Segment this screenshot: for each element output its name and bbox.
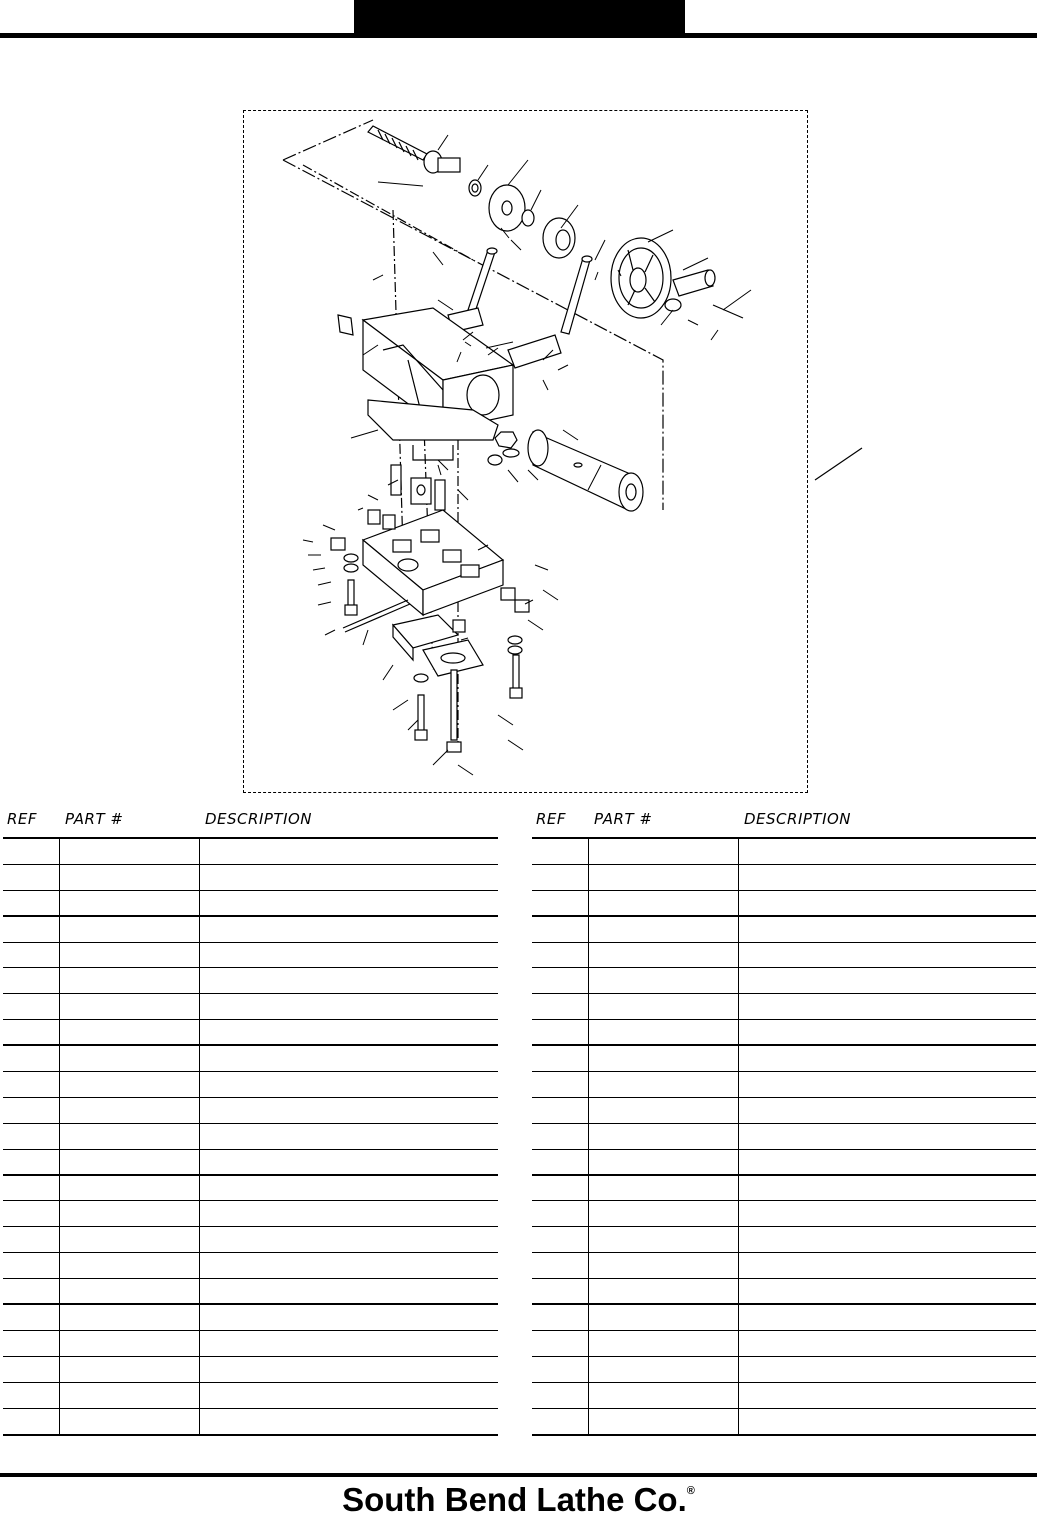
table-row bbox=[3, 1098, 498, 1124]
exploded-parts-diagram bbox=[243, 110, 808, 793]
table-row bbox=[3, 839, 498, 865]
part-number-header: PART # bbox=[65, 810, 124, 828]
lock-lever-right bbox=[508, 256, 592, 368]
table-row bbox=[3, 1253, 498, 1279]
table-row bbox=[532, 917, 1036, 943]
table-row bbox=[532, 1227, 1036, 1253]
table-row bbox=[532, 1409, 1036, 1435]
table-rows bbox=[532, 837, 1036, 1436]
table-row bbox=[3, 1357, 498, 1383]
table-row bbox=[3, 1331, 498, 1357]
handle-sleeve bbox=[673, 270, 715, 296]
part-number-header: PART # bbox=[594, 810, 653, 828]
table-row bbox=[532, 1046, 1036, 1072]
screw-nut bbox=[424, 151, 481, 196]
table-row bbox=[3, 994, 498, 1020]
table-row bbox=[532, 1279, 1036, 1305]
lock-lever-left bbox=[448, 248, 497, 332]
lead-screw bbox=[368, 126, 427, 160]
table-row bbox=[532, 943, 1036, 969]
ref-header: REF bbox=[7, 810, 38, 828]
handwheel bbox=[611, 238, 671, 318]
registered-mark: ® bbox=[686, 1485, 695, 1497]
description-header: DESCRIPTION bbox=[744, 810, 852, 828]
table-row bbox=[532, 1072, 1036, 1098]
table-header bbox=[3, 808, 498, 836]
table-row bbox=[532, 1331, 1036, 1357]
clamp-plate bbox=[393, 615, 483, 676]
handle-screw bbox=[665, 299, 743, 318]
brand-name: South Bend Lathe Co. bbox=[342, 1481, 687, 1518]
table-row bbox=[3, 943, 498, 969]
table-row bbox=[3, 1072, 498, 1098]
parts-table-right bbox=[532, 808, 1036, 836]
table-rows bbox=[3, 837, 498, 1436]
table-row bbox=[3, 1409, 498, 1435]
table-row bbox=[532, 968, 1036, 994]
posts bbox=[391, 465, 445, 510]
table-row bbox=[532, 1124, 1036, 1150]
table-row bbox=[3, 1046, 498, 1072]
table-row bbox=[3, 891, 498, 917]
description-header: DESCRIPTION bbox=[205, 810, 313, 828]
table-row bbox=[532, 1357, 1036, 1383]
table-row bbox=[532, 839, 1036, 865]
table-row bbox=[3, 1150, 498, 1176]
table-row bbox=[532, 1383, 1036, 1409]
footer-rule bbox=[0, 1473, 1037, 1477]
gib-key bbox=[338, 315, 353, 335]
table-row bbox=[532, 1020, 1036, 1046]
table-row bbox=[532, 994, 1036, 1020]
table-row bbox=[532, 1201, 1036, 1227]
table-row bbox=[3, 968, 498, 994]
ref-header: REF bbox=[536, 810, 567, 828]
table-row bbox=[3, 1201, 498, 1227]
table-header bbox=[532, 808, 1036, 836]
table-row bbox=[532, 1253, 1036, 1279]
table-row bbox=[532, 865, 1036, 891]
table-row bbox=[3, 1383, 498, 1409]
table-row bbox=[532, 1150, 1036, 1176]
table-row bbox=[3, 917, 498, 943]
table-row bbox=[532, 891, 1036, 917]
table-row bbox=[532, 1305, 1036, 1331]
flange bbox=[489, 185, 534, 231]
table-row bbox=[3, 1124, 498, 1150]
table-row bbox=[3, 1279, 498, 1305]
table-row bbox=[3, 1020, 498, 1046]
brand-logo bbox=[0, 1481, 1037, 1519]
parts-table-left bbox=[3, 808, 498, 836]
table-row bbox=[3, 1176, 498, 1202]
table-row bbox=[3, 865, 498, 891]
table-row bbox=[3, 1227, 498, 1253]
table-row bbox=[532, 1098, 1036, 1124]
table-row bbox=[532, 1176, 1036, 1202]
dial-ring bbox=[543, 218, 575, 258]
callout-leaders bbox=[303, 135, 751, 775]
tailstock-body bbox=[363, 308, 513, 460]
header-tab bbox=[354, 0, 685, 38]
quill bbox=[528, 430, 643, 511]
table-row bbox=[3, 1305, 498, 1331]
